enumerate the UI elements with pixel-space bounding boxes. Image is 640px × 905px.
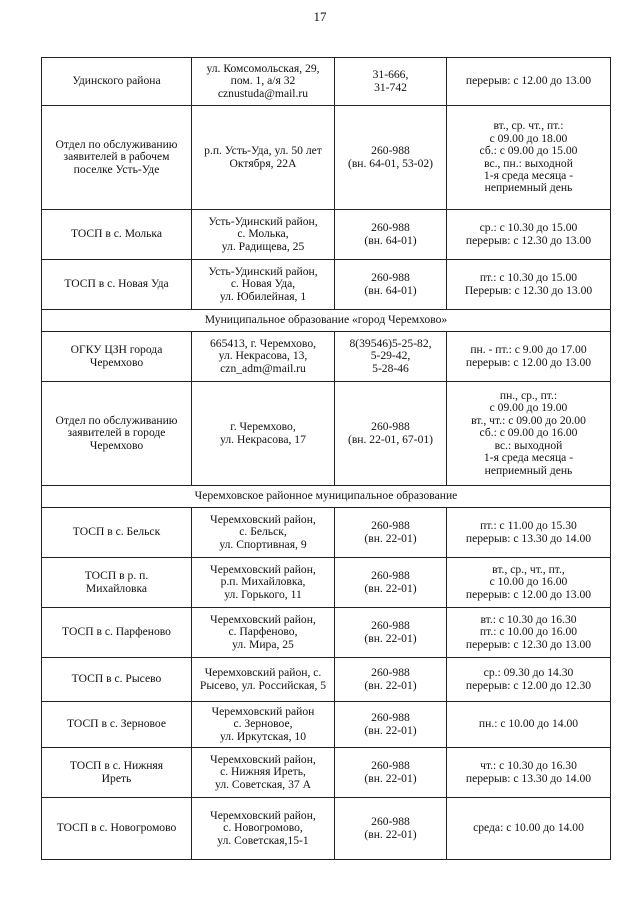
schedule-cell: перерыв: с 12.00 до 13.00	[447, 58, 611, 106]
office-name-cell: ТОСП в с. Бельск	[42, 508, 192, 558]
schedule-cell: пн., ср., пт.: с 09.00 до 19.00 вт., чт.: с 09.00 до 20.00 сб.: с 09.00 до 16.00 вс.: выходной 1-я среда месяца - неприемный день	[447, 382, 611, 486]
table-row	[42, 58, 611, 106]
office-name-cell: ТОСП в с. Новая Уда	[42, 260, 192, 310]
office-name-cell: Удинского района	[42, 58, 192, 106]
schedule-cell: пн.: с 10.00 до 14.00	[447, 702, 611, 748]
phone-cell: 260-988 (вн. 22-01)	[335, 508, 447, 558]
table-row	[42, 106, 611, 210]
phone-cell: 260-988 (вн. 64-01, 53-02)	[335, 106, 447, 210]
service-offices-table	[41, 57, 611, 860]
address-cell: Усть-Удинский район, с. Новая Уда, ул. Юбилейная, 1	[192, 260, 335, 310]
schedule-cell: ср.: с 10.30 до 15.00 перерыв: с 12.30 до 13.00	[447, 210, 611, 260]
phone-cell: 260-988 (вн. 22-01)	[335, 658, 447, 702]
schedule-cell: чт.: с 10.30 до 16.30 перерыв: с 13.30 до 14.00	[447, 748, 611, 798]
table-row	[42, 798, 611, 860]
schedule-cell: пт.: с 11.00 до 15.30 перерыв: с 13.30 до 14.00	[447, 508, 611, 558]
address-cell: Усть-Удинский район, с. Молька, ул. Радищева, 25	[192, 210, 335, 260]
phone-cell: 31-666, 31-742	[335, 58, 447, 106]
schedule-cell: ср.: 09.30 до 14.30 перерыв: с 12.00 до 12.30	[447, 658, 611, 702]
office-name-cell: ТОСП в с. Новогромово	[42, 798, 192, 860]
table-row	[42, 702, 611, 748]
phone-cell: 260-988 (вн. 64-01)	[335, 260, 447, 310]
address-cell: Черемховский район, р.п. Михайловка, ул. Горького, 11	[192, 558, 335, 608]
table-row	[42, 210, 611, 260]
table-row	[42, 608, 611, 658]
schedule-cell: вт., ср. чт., пт.: с 09.00 до 18.00 сб.: с 09.00 до 15.00 вс., пн.: выходной 1-я среда месяца - неприемный день	[447, 106, 611, 210]
office-name-cell: ТОСП в с. Нижняя Иреть	[42, 748, 192, 798]
section-row	[42, 310, 611, 332]
phone-cell: 260-988 (вн. 64-01)	[335, 210, 447, 260]
address-cell: Черемховский район с. Зерновое, ул. Иркутская, 10	[192, 702, 335, 748]
phone-cell: 260-988 (вн. 22-01)	[335, 748, 447, 798]
table-row	[42, 558, 611, 608]
schedule-cell: вт., ср., чт., пт., с 10.00 до 16.00 перерыв: с 12.00 до 13.00	[447, 558, 611, 608]
office-name-cell: Отдел по обслуживанию заявителей в рабочем поселке Усть-Уде	[42, 106, 192, 210]
phone-cell: 260-988 (вн. 22-01)	[335, 702, 447, 748]
address-cell: р.п. Усть-Уда, ул. 50 лет Октября, 22А	[192, 106, 335, 210]
table-row	[42, 260, 611, 310]
office-name-cell: Отдел по обслуживанию заявителей в городе Черемхово	[42, 382, 192, 486]
phone-cell: 260-988 (вн. 22-01)	[335, 608, 447, 658]
address-cell: Черемховский район, с. Рысево, ул. Российская, 5	[192, 658, 335, 702]
phone-cell: 8(39546)5-25-82, 5-29-42, 5-28-46	[335, 332, 447, 382]
address-cell: 665413, г. Черемхово, ул. Некрасова, 13, czn_adm@mail.ru	[192, 332, 335, 382]
table-row	[42, 332, 611, 382]
table-row	[42, 658, 611, 702]
office-name-cell: ТОСП в с. Парфеново	[42, 608, 192, 658]
schedule-cell: среда: с 10.00 до 14.00	[447, 798, 611, 860]
office-name-cell: ТОСП в с. Рысево	[42, 658, 192, 702]
address-cell: Черемховский район, с. Новогромово, ул. Советская,15-1	[192, 798, 335, 860]
office-name-cell: ТОСП в с. Молька	[42, 210, 192, 260]
phone-cell: 260-988 (вн. 22-01)	[335, 798, 447, 860]
table-body	[42, 58, 611, 860]
schedule-cell: вт.: с 10.30 до 16.30 пт.: с 10.00 до 16.00 перерыв: с 12.30 до 13.00	[447, 608, 611, 658]
address-cell: г. Черемхово, ул. Некрасова, 17	[192, 382, 335, 486]
section-title: Муниципальное образование «город Черемхово»	[42, 310, 611, 332]
office-name-cell: ТОСП в р. п. Михайловка	[42, 558, 192, 608]
table-row	[42, 382, 611, 486]
address-cell: Черемховский район, с. Бельск, ул. Спортивная, 9	[192, 508, 335, 558]
office-name-cell: ОГКУ ЦЗН города Черемхово	[42, 332, 192, 382]
address-cell: Черемховский район, с. Нижняя Ирeть, ул. Советская, 37 А	[192, 748, 335, 798]
address-cell: Черемховский район, с. Парфеново, ул. Мира, 25	[192, 608, 335, 658]
table-row	[42, 508, 611, 558]
page-number: 17	[313, 9, 327, 24]
table-row	[42, 748, 611, 798]
phone-cell: 260-988 (вн. 22-01, 67-01)	[335, 382, 447, 486]
office-name-cell: ТОСП в с. Зерновое	[42, 702, 192, 748]
address-cell: ул. Комсомольская, 29, пом. 1, а/я 32 cznustuda@mail.ru	[192, 58, 335, 106]
section-title: Черемховское районное муниципальное образование	[42, 486, 611, 508]
section-row	[42, 486, 611, 508]
schedule-cell: пн. - пт.: с 9.00 до 17.00 перерыв: с 12.00 до 13.00	[447, 332, 611, 382]
schedule-cell: пт.: с 10.30 до 15.00 Перерыв: с 12.30 до 13.00	[447, 260, 611, 310]
phone-cell: 260-988 (вн. 22-01)	[335, 558, 447, 608]
